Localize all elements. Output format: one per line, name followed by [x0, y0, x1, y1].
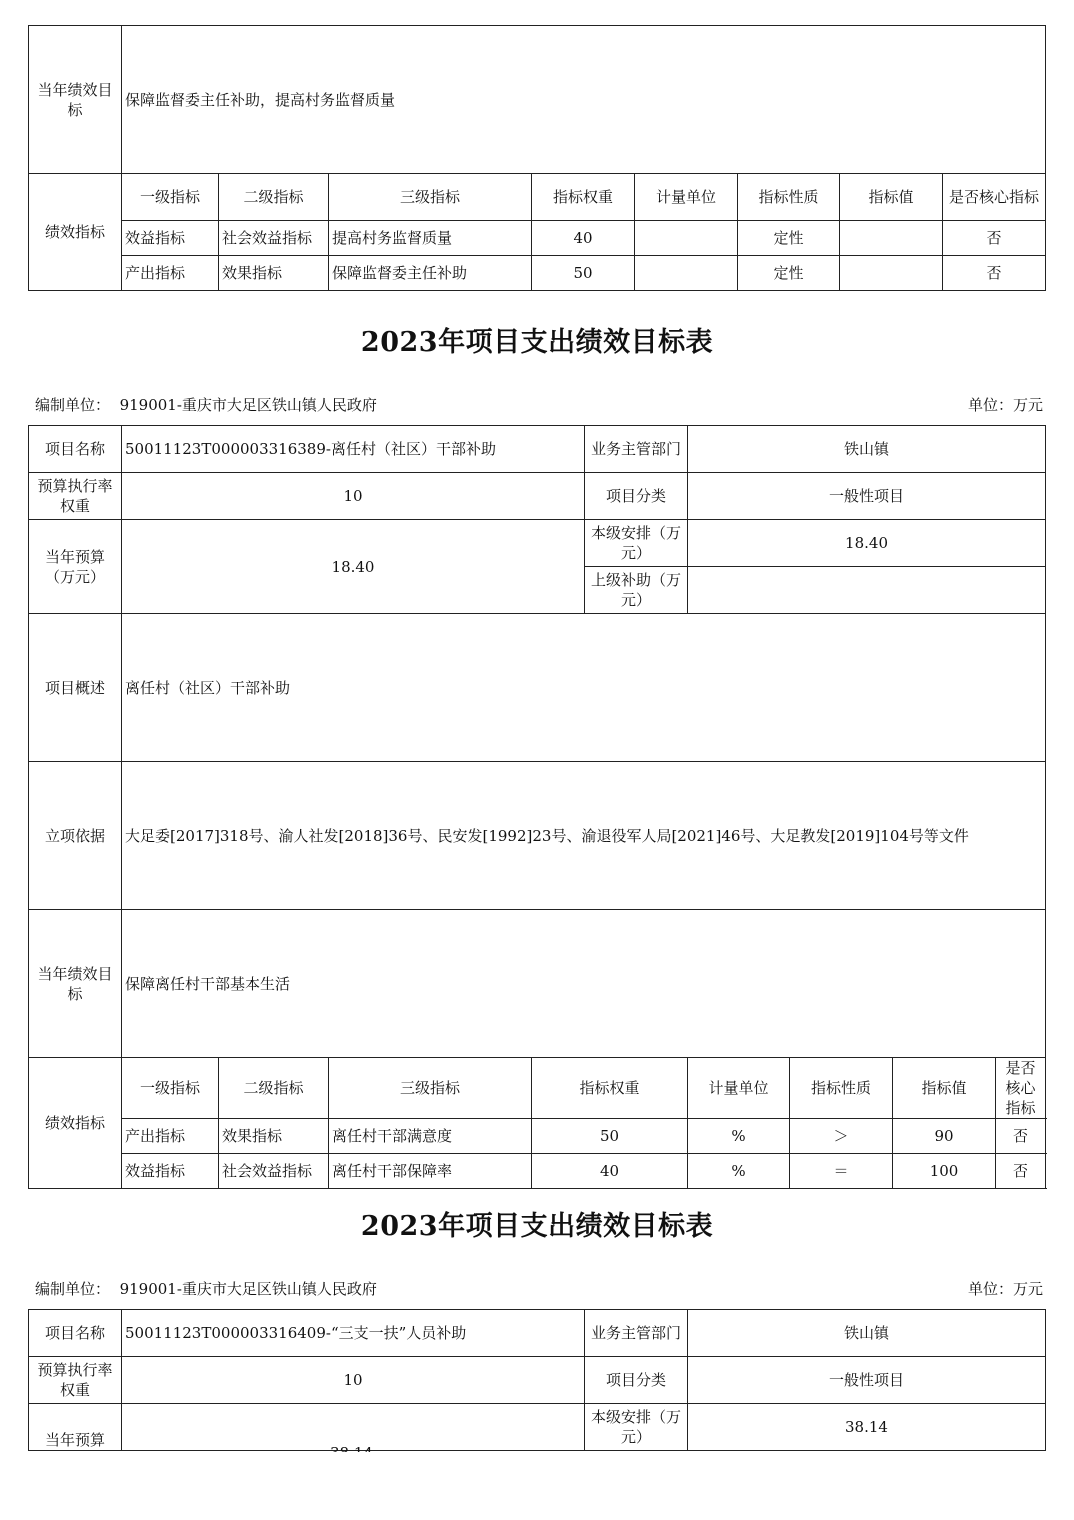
- org-value: 919001-重庆市大足区铁山镇人民政府: [119, 396, 377, 414]
- cell-value: 90: [893, 1119, 996, 1154]
- org-label: 编制单位：: [35, 396, 111, 414]
- org-line: [35, 1278, 1043, 1300]
- indicators-label: 绩效指标: [29, 174, 122, 291]
- header-weight: 指标权重: [532, 1058, 688, 1119]
- dept-value: 铁山镇: [688, 426, 1046, 473]
- goal-label: 当年绩效目标: [29, 26, 122, 174]
- header-core: 是否核心指标: [943, 174, 1046, 221]
- exec-rate-label: 预算执行率权重: [29, 473, 122, 520]
- org-line: [35, 394, 1043, 416]
- header-level3: 三级指标: [329, 174, 532, 221]
- page-title: 2023年项目支出绩效目标表: [360, 1211, 714, 1242]
- project-name-label: 项目名称: [29, 426, 122, 473]
- page-bottom-margin: [0, 1451, 1074, 1520]
- perf-table-3: [28, 1309, 1046, 1451]
- cell-unit: [635, 221, 738, 256]
- cell-level1: 产出指标: [122, 1119, 219, 1154]
- page-title: 2023年项目支出绩效目标表: [360, 327, 714, 358]
- cell-level1: 效益指标: [122, 1154, 219, 1189]
- unit-text: 单位：万元: [967, 396, 1043, 414]
- cell-level2: 效果指标: [219, 1119, 329, 1154]
- exec-rate: 10: [122, 1357, 585, 1404]
- budget-cell: [122, 1404, 585, 1451]
- header-core: 是否核心指标: [996, 1058, 1046, 1119]
- cell-core: 否: [943, 221, 1046, 256]
- unit-text: 单位：万元: [967, 1280, 1043, 1298]
- cell-weight: 50: [532, 1119, 688, 1154]
- local-label: 本级安排（万元）: [585, 520, 688, 567]
- category: 一般性项目: [688, 473, 1046, 520]
- header-nature: 指标性质: [738, 174, 840, 221]
- cell-level3: 离任村干部保障率: [329, 1154, 532, 1189]
- header-level2: 二级指标: [219, 1058, 329, 1119]
- header-unit: 计量单位: [688, 1058, 790, 1119]
- project-name: 50011123T000003316389-离任村（社区）干部补助: [122, 426, 585, 473]
- cell-unit: [635, 256, 738, 291]
- cell-value: [840, 221, 943, 256]
- goal-label: 当年绩效目标: [29, 910, 122, 1058]
- header-level1: 一级指标: [122, 174, 219, 221]
- category-label: 项目分类: [585, 1357, 688, 1404]
- perf-table-2: [28, 425, 1046, 1189]
- header-value: 指标值: [893, 1058, 996, 1119]
- cell-value: [840, 256, 943, 291]
- perf-table-1: [28, 25, 1046, 291]
- header-level3: 三级指标: [329, 1058, 532, 1119]
- budget: 18.40: [122, 520, 585, 614]
- basis: 大足委[2017]318号、渝人社发[2018]36号、民安发[1992]23号、渝退役军人局[2021]46号、大足教发[2019]104号等文件: [122, 762, 1046, 910]
- header-value: 指标值: [840, 174, 943, 221]
- category: 一般性项目: [688, 1357, 1046, 1404]
- cell-nature: ＞: [790, 1119, 893, 1154]
- budget-label: 当年预算（万元）: [29, 520, 122, 614]
- upper-label: 上级补助（万元）: [585, 567, 688, 614]
- table-row: [29, 256, 1046, 291]
- cell-core: 否: [996, 1154, 1046, 1189]
- cell-level3: 离任村干部满意度: [329, 1119, 532, 1154]
- cell-level1: 效益指标: [122, 221, 219, 256]
- cell-weight: 40: [532, 221, 635, 256]
- indicators-label: 绩效指标: [29, 1058, 122, 1189]
- cell-nature: ＝: [790, 1154, 893, 1189]
- cell-nature: 定性: [738, 256, 840, 291]
- dept-label: 业务主管部门: [585, 1310, 688, 1357]
- org-label: 编制单位：: [35, 1280, 111, 1298]
- local-value: 18.40: [688, 520, 1046, 567]
- overview: 离任村（社区）干部补助: [122, 614, 1046, 762]
- category-label: 项目分类: [585, 473, 688, 520]
- budget-label: 当年预算: [29, 1404, 122, 1451]
- dept-label: 业务主管部门: [585, 426, 688, 473]
- table-row: [29, 1119, 1046, 1154]
- cell-level2: 效果指标: [219, 256, 329, 291]
- cell-level2: 社会效益指标: [219, 221, 329, 256]
- table-row: [29, 221, 1046, 256]
- cell-core: 否: [996, 1119, 1046, 1154]
- goal-text: 保障监督委主任补助，提高村务监督质量: [122, 26, 1046, 174]
- header-level2: 二级指标: [219, 174, 329, 221]
- exec-rate-label: 预算执行率权重: [29, 1357, 122, 1404]
- header-nature: 指标性质: [790, 1058, 893, 1119]
- overview-label: 项目概述: [29, 614, 122, 762]
- cell-unit: %: [688, 1119, 790, 1154]
- project-name-label: 项目名称: [29, 1310, 122, 1357]
- cell-level1: 产出指标: [122, 256, 219, 291]
- cell-core: 否: [943, 256, 1046, 291]
- cell-weight: 40: [532, 1154, 688, 1189]
- goal-text: 保障离任村干部基本生活: [122, 910, 1046, 1058]
- upper-value: [688, 567, 1046, 614]
- cell-level3: 保障监督委主任补助: [329, 256, 532, 291]
- local-value: 38.14: [688, 1404, 1046, 1451]
- cell-weight: 50: [532, 256, 635, 291]
- exec-rate: 10: [122, 473, 585, 520]
- table-row: [29, 1154, 1046, 1189]
- org-info: [35, 394, 377, 415]
- org-info: [35, 1278, 377, 1299]
- cell-nature: 定性: [738, 221, 840, 256]
- cell-unit: %: [688, 1154, 790, 1189]
- header-unit: 计量单位: [635, 174, 738, 221]
- cell-level3: 提高村务监督质量: [329, 221, 532, 256]
- dept-value: 铁山镇: [688, 1310, 1046, 1357]
- header-level1: 一级指标: [122, 1058, 219, 1119]
- basis-label: 立项依据: [29, 762, 122, 910]
- org-value: 919001-重庆市大足区铁山镇人民政府: [119, 1280, 377, 1298]
- project-name: 50011123T000003316409-“三支一扶”人员补助: [122, 1310, 585, 1357]
- cell-value: 100: [893, 1154, 996, 1189]
- cell-level2: 社会效益指标: [219, 1154, 329, 1189]
- local-label: 本级安排（万元）: [585, 1404, 688, 1451]
- header-weight: 指标权重: [532, 174, 635, 221]
